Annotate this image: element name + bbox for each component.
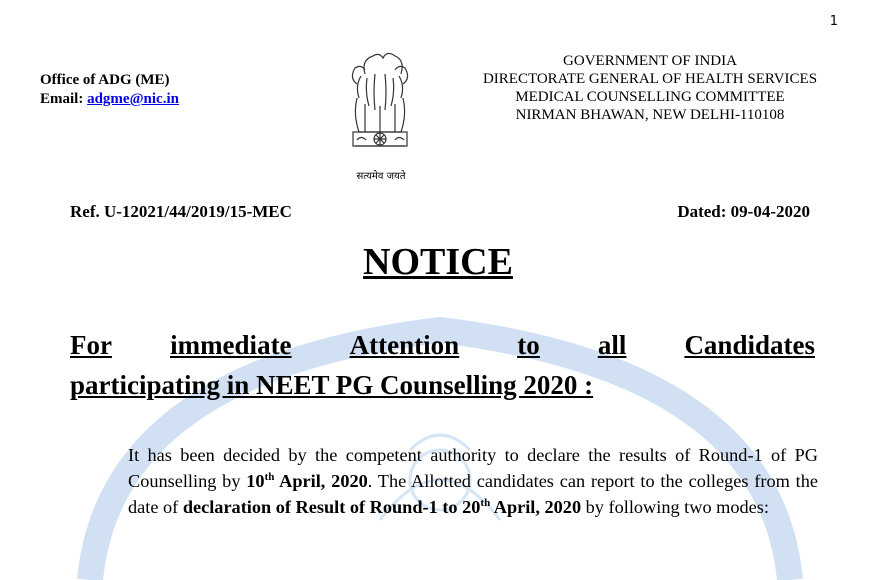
email-link[interactable]: adgme@nic.in <box>87 91 179 107</box>
gov-line-2: DIRECTORATE GENERAL OF HEALTH SERVICES <box>482 71 818 87</box>
emblem-motto: सत्यमेव जयते <box>356 171 406 182</box>
body-text-2: . The Allotted candidates can report to the colleges from the date of <box>128 471 818 517</box>
heading-word: For <box>70 330 112 360</box>
body-text-3: by following two modes: <box>581 497 769 517</box>
heading-word: to <box>517 330 540 360</box>
notice-title: NOTICE <box>363 241 513 283</box>
notice-date: Dated: 09-04-2020 <box>677 202 810 221</box>
heading-word: immediate <box>170 330 292 360</box>
body-text-1: It has been decided by the competent authority to declare the results of Round-1 of PG Counselling by <box>128 445 818 491</box>
gov-line-4: NIRMAN BHAWAN, NEW DELHI-110108 <box>515 107 785 123</box>
gov-line-3: MEDICAL COUNSELLING COMMITTEE <box>515 89 785 105</box>
office-email <box>40 90 179 109</box>
heading-word: Candidates <box>684 330 815 360</box>
reference-number: Ref. U-12021/44/2019/15-MEC <box>70 202 292 221</box>
heading-word: all <box>597 330 627 360</box>
national-emblem-icon <box>335 44 425 179</box>
body-paragraph <box>128 442 818 520</box>
notice-heading <box>70 325 815 405</box>
result-date: 10th April, 2020 <box>246 470 368 491</box>
reporting-period: declaration of Result of Round-1 to 20th April, 2020 <box>182 496 582 517</box>
page-number: 1 <box>829 14 838 29</box>
government-header <box>440 52 860 124</box>
heading-line-1 <box>70 325 815 365</box>
email-label: Email: <box>40 91 84 107</box>
heading-line-2: participating in NEET PG Counselling 2020 : <box>70 370 594 400</box>
gov-line-1: GOVERNMENT OF INDIA <box>563 53 737 69</box>
office-block <box>40 71 179 109</box>
heading-word: Attention <box>349 330 460 360</box>
office-title: Office of ADG (ME) <box>40 72 170 88</box>
